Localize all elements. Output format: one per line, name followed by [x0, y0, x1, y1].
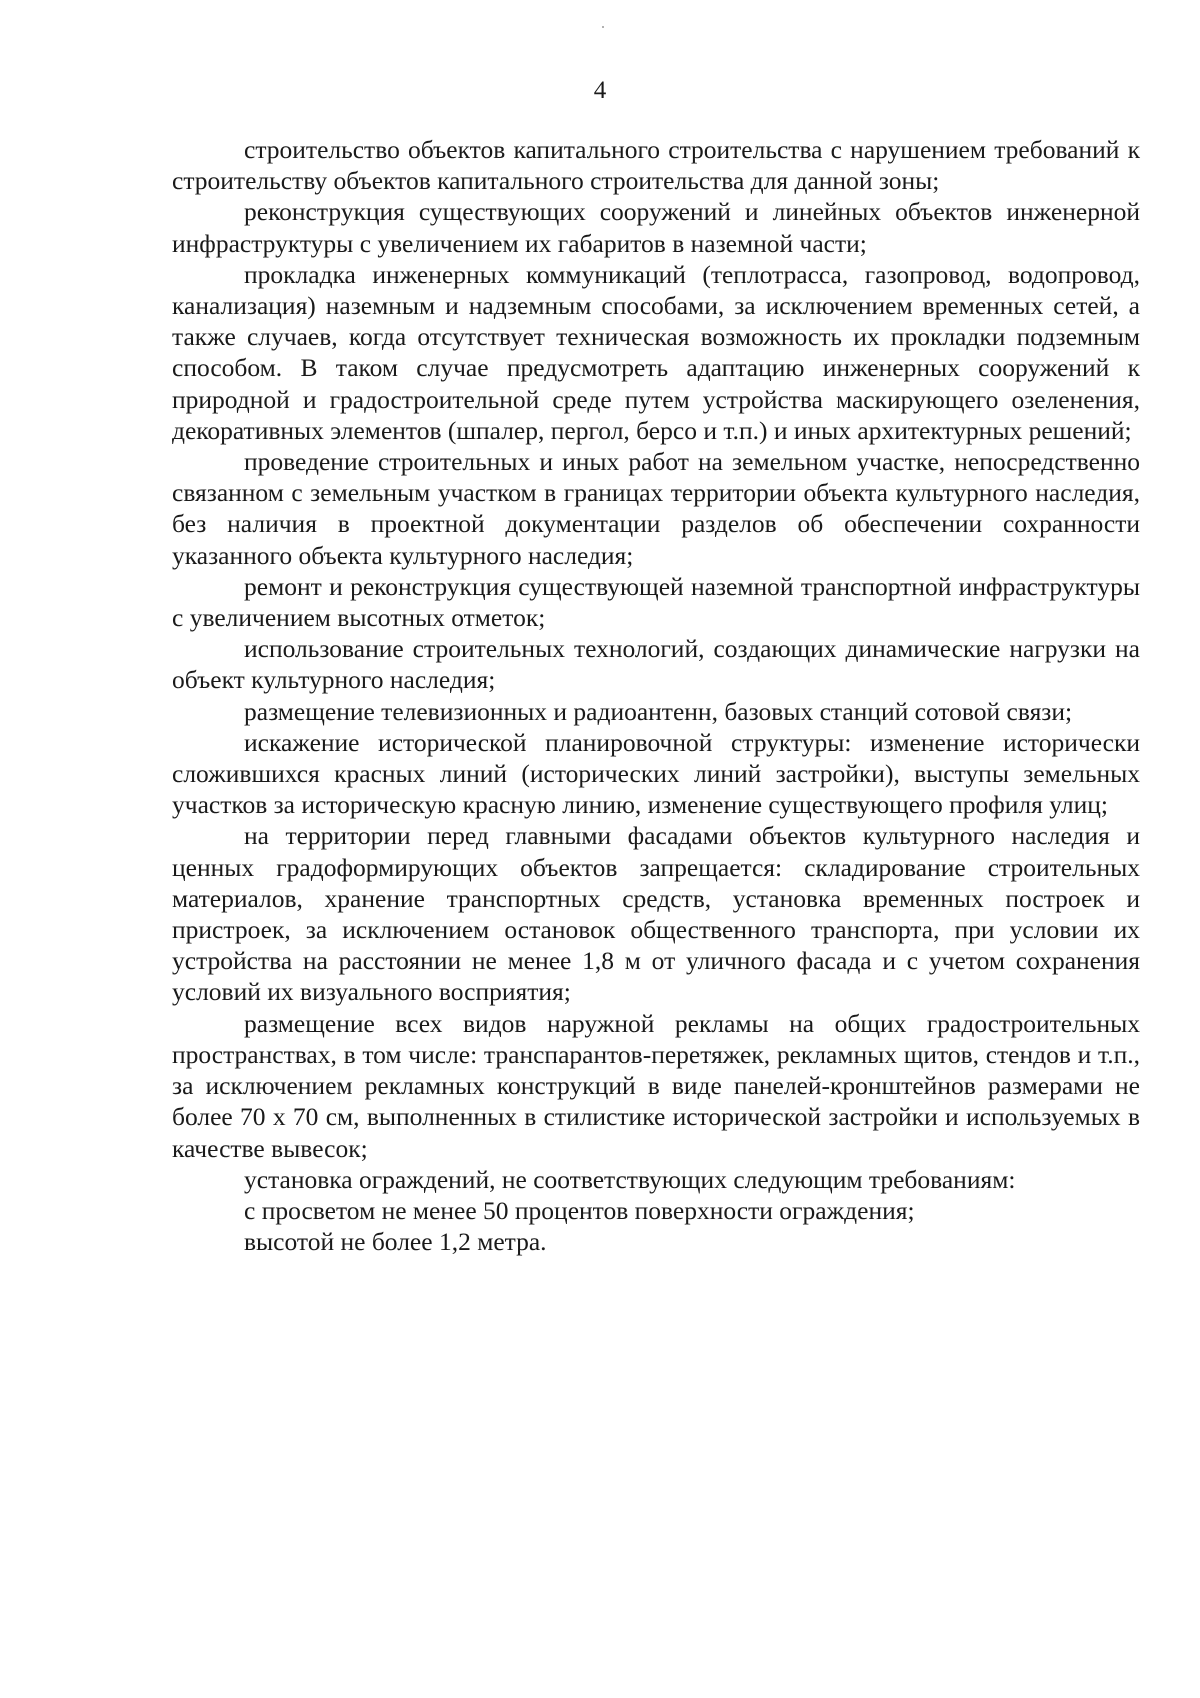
paragraph-antennas: размещение телевизионных и радиоантенн, базовых станций сотовой связи; [244, 696, 1073, 726]
paragraph-utility-lines: прокладка инженерных коммуникаций (теплотрасса, газопровод, водопровод, канализация) наземным и надземным способами, за исключением временных сетей, а также случаев, когда отсутствует техническая возможность их прокладки подземным способом. В таком случае предусмотреть адаптацию инженерных сооружений к природной и градостроительной среде путем устройства маскирующего озеленения, декоративных элементов (шпалер, пергол, берсо и т.п.) и иных архитектурных решений; [172, 259, 1140, 445]
paragraph-planning-structure: искажение исторической планировочной структуры: изменение исторически сложившихся красных линий (исторических линий застройки), выступы земельных участков за историческую красную линию, изменение существующего профиля улиц; [172, 727, 1140, 820]
paragraph-transport-infrastructure: ремонт и реконструкция существующей наземной транспортной инфраструктуры с увеличением высотных отметок; [172, 571, 1140, 633]
scan-speck [602, 26, 604, 28]
paragraph-advertising: размещение всех видов наружной рекламы на общих градостроительных пространствах, в том числе: транспарантов-перетяжек, рекламных щитов, стендов и т.п., за исключением рекламных конструкций в виде панелей-кронштейнов размерами не более 70 х 70 см, выполненных в стилистике исторической застройки и используемых в качестве вывесок; [172, 1008, 1140, 1163]
paragraph-construction-works: проведение строительных и иных работ на земельном участке, непосредственно связанном с земельным участком в границах территории объекта культурного наследия, без наличия в проектной документации разделов об обеспечении сохранности указанного объекта культурного наследия; [172, 447, 1140, 570]
paragraph-capital-construction: строительство объектов капитального строительства с нарушением требований к строительству объектов капитального строительства для данной зоны; [172, 135, 1140, 196]
paragraph-reconstruction: реконструкция существующих сооружений и линейных объектов инженерной инфраструктуры с увеличением их габаритов в наземной части; [172, 197, 1140, 258]
paragraph-fence-height: высотой не более 1,2 метра. [244, 1227, 547, 1257]
page-number: 4 [593, 77, 607, 104]
paragraph-fence-transparency: с просветом не менее 50 процентов поверхности ограждения; [244, 1195, 915, 1225]
document-body [172, 134, 1140, 1257]
paragraph-dynamic-loads: использование строительных технологий, создающих динамические нагрузки на объект культурного наследия; [172, 634, 1140, 695]
paragraph-fences: установка ограждений, не соответствующих следующим требованиям: [244, 1164, 1016, 1194]
paragraph-facade-territory: на территории перед главными фасадами объектов культурного наследия и ценных градоформирующих объектов запрещается: складирование строительных материалов, хранение транспортных средств, установка временных построек и пристроек, за исключением остановок общественного транспорта, при условии их устройства на расстоянии не менее 1,8 м от уличного фасада и с учетом сохранения условий их визуального восприятия; [172, 821, 1140, 1007]
